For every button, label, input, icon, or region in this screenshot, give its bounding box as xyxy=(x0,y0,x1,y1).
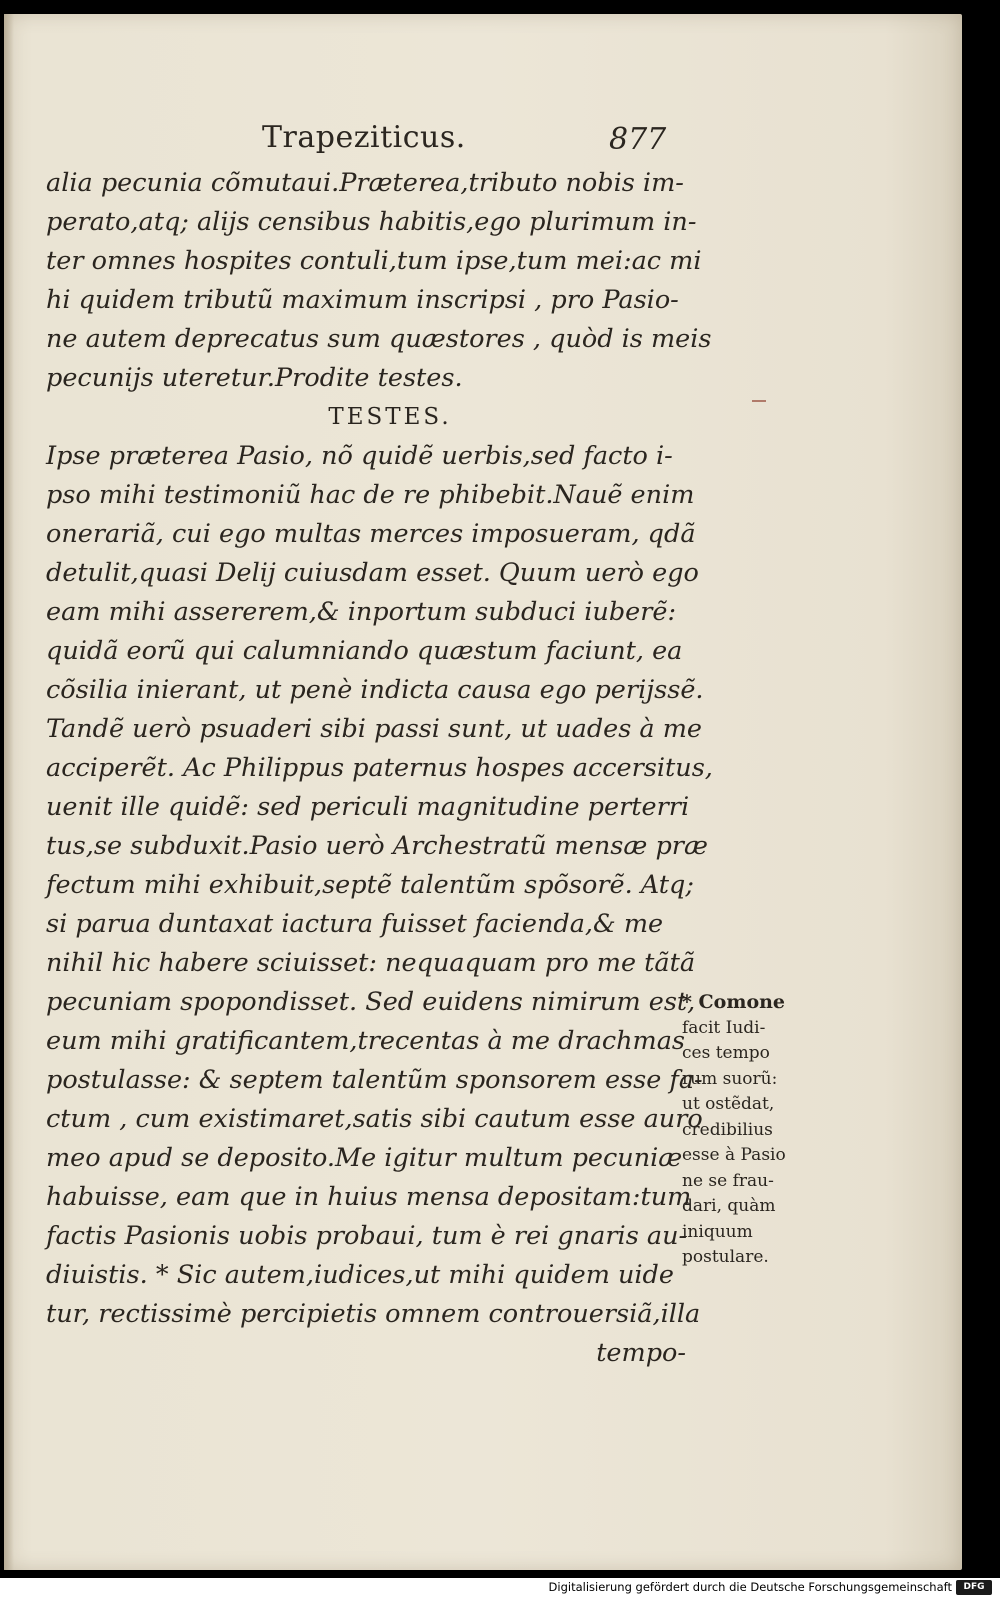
marginal-note-line: * Comone xyxy=(682,991,786,1013)
text-line: detulit,quasi Delij cuiusdam esset. Quum uerò ego xyxy=(46,558,699,588)
text-line: Ipse præterea Pasio, nõ quidẽ uerbis,sed facto i- xyxy=(46,441,673,471)
marginal-note-line: esse à Pasio xyxy=(682,1145,786,1165)
text-line: perato,atq; alijs censibus habitis,ego plurimum in- xyxy=(46,207,697,237)
text-line: nihil hic habere sciuisset: nequaquam pro me tãtã xyxy=(46,948,696,978)
text-line: diuistis. * Sic autem,iudices,ut mihi quidem uide xyxy=(46,1260,674,1290)
ink-mark xyxy=(752,400,766,402)
text-line: factis Pasionis uobis probaui, tum è rei gnaris au- xyxy=(46,1221,688,1251)
text-line: pso mihi testimoniũ hac de re phibebit.Nauẽ enim xyxy=(46,480,695,510)
main-text-column xyxy=(46,164,713,1373)
text-line: Tandẽ uerò psuaderi sibi passi sunt, ut uades à me xyxy=(46,714,703,744)
text-line: pecunijs uteretur.Prodite testes. xyxy=(46,363,463,393)
marginal-note-line: ces tempo xyxy=(682,1043,770,1063)
marginal-note xyxy=(682,990,812,1271)
page-header xyxy=(4,110,962,160)
text-line: alia pecunia cõmutaui.Præterea,tributo nobis im- xyxy=(46,168,684,198)
text-line: ne autem deprecatus sum quæstores , quòd is meis xyxy=(46,324,712,354)
text-line: meo apud se deposito.Me igitur multum pecuniæ xyxy=(46,1143,683,1173)
text-line: eum mihi gratificantem,trecentas à me drachmas xyxy=(46,1026,686,1056)
text-line: eam mihi assererem,& inportum subduci iuberẽ: xyxy=(46,597,677,627)
marginal-note-line: rum suorũ: xyxy=(682,1068,778,1089)
page-number: 877 xyxy=(609,122,667,157)
text-line: habuisse, eam que in huius mensa depositam:tum xyxy=(46,1182,692,1212)
digitization-footer xyxy=(0,1578,1000,1598)
footer-credit: Digitalisierung gefördert durch die Deutsche Forschungsgemeinschaft xyxy=(548,1580,952,1594)
marginal-note-line: dari, quàm xyxy=(682,1196,776,1216)
marginal-note-line: facit Iudi- xyxy=(682,1017,766,1038)
text-line: quidã eorũ qui calumniando quæstum faciunt, ea xyxy=(46,636,683,666)
text-line: tur, rectissimè percipietis omnem controuersiã,illa xyxy=(46,1299,701,1329)
marginal-note-line: iniquum xyxy=(682,1221,753,1242)
text-line: postulasse: & septem talentũm sponsorem esse fa- xyxy=(46,1065,703,1095)
running-head: Trapeziticus. xyxy=(262,120,466,155)
marginal-note-line: ut ostẽdat, xyxy=(682,1094,775,1114)
text-line: uenit ille quidẽ: sed periculi magnitudine perterri xyxy=(46,792,690,822)
marginal-note-line: credibilius xyxy=(682,1119,773,1140)
marginal-note-line: postulare. xyxy=(682,1247,769,1267)
text-line: acciperẽt. Ac Philippus paternus hospes accersitus, xyxy=(46,753,713,783)
catchword: tempo- xyxy=(596,1338,686,1368)
text-line: onerariã, cui ego multas merces imposueram, qdã xyxy=(46,519,696,549)
text-line: pecuniam spopondisset. Sed euidens nimirum est, xyxy=(46,987,696,1017)
text-line: cõsilia inierant, ut penè indicta causa ego perijssẽ. xyxy=(46,675,704,705)
dfg-logo: DFG xyxy=(956,1580,992,1595)
text-line: hi quidem tributũ maximum inscripsi , pro Pasio- xyxy=(46,285,679,315)
book-page xyxy=(4,14,962,1570)
page-gutter-shadow xyxy=(4,14,14,1570)
section-heading: TESTES. xyxy=(328,404,452,430)
text-line: ctum , cum existimaret,satis sibi cautum esse auro xyxy=(46,1104,703,1134)
text-line: si parua duntaxat iactura fuisset facienda,& me xyxy=(46,909,664,939)
text-line: ter omnes hospites contuli,tum ipse,tum mei:ac mi xyxy=(46,246,702,276)
marginal-note-line: ne se frau- xyxy=(682,1170,774,1191)
text-line: fectum mihi exhibuit,septẽ talentũm spõsorẽ. Atq; xyxy=(46,870,694,900)
text-line: tus,se subduxit.Pasio uerò Archestratũ mensæ præ xyxy=(46,831,708,861)
